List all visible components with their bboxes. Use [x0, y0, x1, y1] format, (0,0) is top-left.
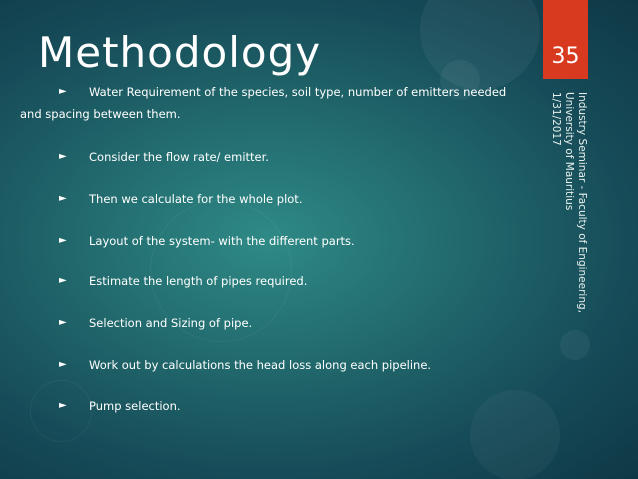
footer-vertical [549, 92, 588, 362]
list-item-text: Consider the flow rate/ emitter. [89, 150, 269, 164]
footer-date: 1/31/2017 [550, 92, 562, 146]
footer-text: Industry Seminar - Faculty of Engineering, University of Mauritius [563, 92, 588, 313]
page-number-tab [543, 0, 588, 34]
slide-title: Methodology [38, 28, 322, 77]
page-number-badge [543, 34, 588, 79]
list-item-text-continued: and spacing between them. [20, 107, 181, 121]
page-number: 35 [551, 44, 580, 69]
triangle-right-icon: ► [59, 317, 67, 328]
triangle-right-icon: ► [59, 400, 67, 411]
list-item-text: Water Requirement of the species, soil type, number of emitters needed [89, 85, 507, 99]
list-item [59, 312, 535, 334]
list-item [20, 81, 535, 125]
list-item-text: Work out by calculations the head loss along each pipeline. [89, 358, 432, 372]
triangle-right-icon: ► [59, 275, 67, 286]
list-item [59, 270, 535, 292]
triangle-right-icon: ► [59, 151, 67, 162]
list-item-text: Estimate the length of pipes required. [89, 274, 308, 288]
list-item [59, 146, 535, 168]
triangle-right-icon: ► [59, 359, 67, 370]
list-item [59, 354, 535, 376]
list-item [59, 230, 535, 252]
list-item-text: Then we calculate for the whole plot. [89, 192, 303, 206]
triangle-right-icon: ► [59, 86, 67, 97]
list-item-text: Pump selection. [89, 399, 181, 413]
triangle-right-icon: ► [59, 235, 67, 246]
triangle-right-icon: ► [59, 193, 67, 204]
list-item [59, 188, 535, 210]
list-item-text: Selection and Sizing of pipe. [89, 316, 253, 330]
list-item-text: Layout of the system- with the different parts. [89, 234, 355, 248]
decorative-bubble [420, 0, 540, 90]
list-item [59, 395, 535, 417]
